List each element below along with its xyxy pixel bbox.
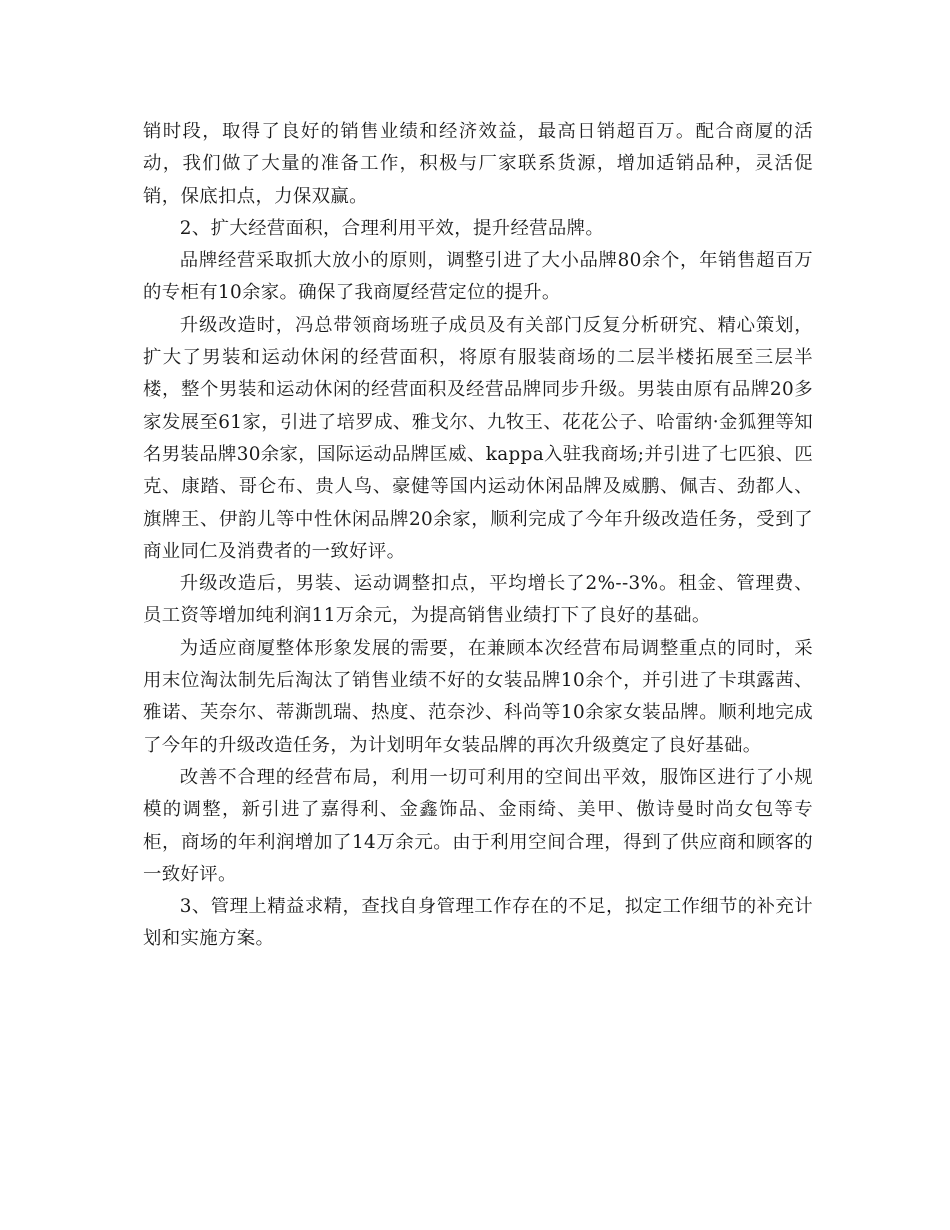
paragraph-7: 改善不合理的经营布局，利用一切可利用的空间出平效，服饰区进行了小规模的调整，新引进了嘉得利、金鑫饰品、金雨绮、美甲、傲诗曼时尚女包等专柜，商场的年利润增加了14万余元。由于利用空间合理，得到了供应商和顾客的一致好评。 bbox=[143, 766, 813, 885]
paragraph-6: 为适应商厦整体形象发展的需要，在兼顾本次经营布局调整重点的同时，采用末位淘汰制先后淘汰了销售业绩不好的女装品牌10余个，并引进了卡琪露茜、雅诺、芙奈尔、蒂澌凯瑞、热度、范奈沙、科尚等10余家女装品牌。顺利地完成了今年的升级改造任务，为计划明年女装品牌的再次升级奠定了良好基础。 bbox=[143, 637, 813, 756]
paragraph-1: 销时段，取得了良好的销售业绩和经济效益，最高日销超百万。配合商厦的活动，我们做了大量的准备工作，积极与厂家联系货源，增加适销品种，灵活促销，保底扣点，力保双赢。 bbox=[143, 121, 813, 207]
paragraph-4: 升级改造时，冯总带领商场班子成员及有关部门反复分析研究、精心策划，扩大了男装和运动休闲的经营面积，将原有服装商场的二层半楼拓展至三层半楼，整个男装和运动休闲的经营面积及经营品牌同步升级。男装由原有品牌20多家发展至61家，引进了培罗成、雅戈尔、九牧王、花花公子、哈雷纳·金狐狸等知名男装品牌30余家，国际运动品牌匡威、kappa入驻我商场;并引进了七匹狼、匹克、康踏、哥仑布、贵人鸟、豪健等国内运动休闲品牌及威鹏、佩吉、劲都人、旗牌王、伊韵儿等中性休闲品牌20余家，顺利完成了今年升级改造任务，受到了商业同仁及消费者的一致好评。 bbox=[143, 314, 813, 562]
paragraph-5: 升级改造后，男装、运动调整扣点，平均增长了2%--3%。租金、管理费、员工资等增加纯利润11万余元，为提高销售业绩打下了良好的基础。 bbox=[143, 573, 813, 627]
document-body bbox=[143, 116, 813, 956]
paragraph-3: 品牌经营采取抓大放小的原则，调整引进了大小品牌80余个，年销售超百万的专柜有10余家。确保了我商厦经营定位的提升。 bbox=[143, 250, 813, 304]
paragraph-8-heading: 3、管理上精益求精，查找自身管理工作存在的不足，拟定工作细节的补充计划和实施方案。 bbox=[143, 896, 813, 950]
paragraph-2-heading: 2、扩大经营面积，合理利用平效，提升经营品牌。 bbox=[179, 217, 605, 239]
